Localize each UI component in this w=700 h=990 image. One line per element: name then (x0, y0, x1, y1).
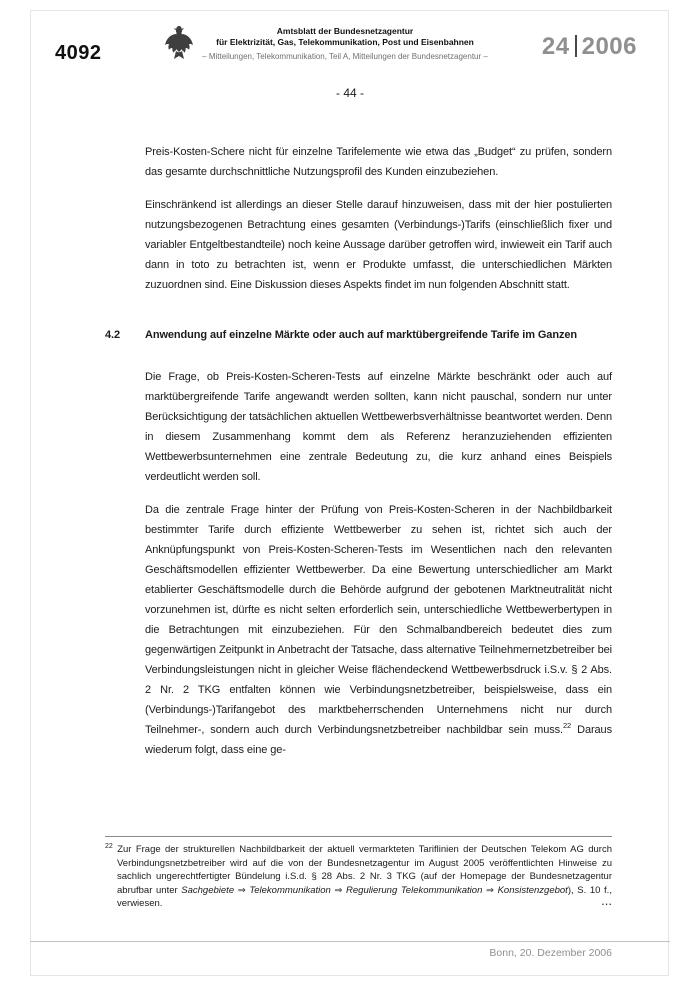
footnote-segment: ⇒ (330, 884, 347, 896)
paragraph-4-text: Da die zentrale Frage hinter der Prüfung von Preis-Kosten-Scheren in der Nachbildbarkeit bestimmter Tarife durch effiziente Wettbewerber zu sehen ist, richtet sich auch der Anknüpfungspunkt von Preis-Kosten-Scheren-Tests im Wesentlichen nach den relevanten Geschäftsmodellen effizienter Wettbewerber. Da eine Bewertung unterschiedlicher am Markt etablierter Geschäftsmodelle durch die Behörde aufgrund der gebotenen Marktneutralität nicht vorzunehmen ist, dürfte es nicht selten erforderlich sein, unterschiedliche Wettbewerbertypen in die Betrachtungen mit einzubeziehen. Für den Schmalbandbereich bedeutet dies zum gegenwärtigen Zeitpunkt in Anbetracht der Tatsache, dass alternative Teilnehmernetzbetreiber bei Verbindungsleistungen nicht in gleicher Weise flächendeckend Wettbewerbsdruck i.S.v. § 2 Abs. 2 Nr. 2 TKG entfalten können wie Verbindungsnetzbetreiber, beispielsweise, dass ein (Verbindungs-)Tarifangebot des marktbeherrschenden Unternehmens nicht nur durch Teilnehmer-, sondern auch durch Verbindungsnetzbetreiber nachbildbar sein muss. (145, 504, 612, 736)
section-title: Anwendung auf einzelne Märkte oder auch auf marktübergreifende Tarife im Ganzen (145, 329, 577, 341)
masthead-line1: Amtsblatt der Bundesnetzagentur (276, 26, 414, 36)
gazette-number: 4092 (55, 42, 102, 64)
section-number: 4.2 (105, 329, 120, 341)
footnote-segment-italic: Sachgebiete (181, 884, 235, 896)
footnote-separator (105, 836, 612, 837)
footnote-segment-italic: Konsistenzgebot (497, 884, 568, 896)
footnote-segment: ), S. 10 f., verwiesen. (117, 884, 612, 909)
paragraph-1: Preis-Kosten-Schere nicht für einzelne Tarifelemente wie etwa das „Budget“ zu prüfen, sondern das gesamte durchschnittliche Nutzungsprofil des Kunden einzubeziehen. (145, 146, 612, 178)
footnote-segment: Zur Frage der strukturellen Nachbildbarkeit der aktuell vermarkteten Tariflinien der Deutschen Telekom AG durch Verbindungsnetzbetreiber wird auf die von der Bundesnetzagentur im August 2005 veröffentlichten Hinweise zu sachlich ungerechtfertigter Bündelung i.S.d. § 28 Abs. 2 Nr. 3 TKG (auf der Homepage der Bundesnetzagentur abrufbar unter (117, 844, 612, 896)
footer-rule (30, 941, 670, 942)
footnote-segment: ⇒ (234, 884, 250, 896)
paragraph-4 (145, 500, 612, 760)
footnote-marker: 22 (105, 843, 113, 850)
issue-badge (542, 33, 637, 61)
issue-year: 2006 (581, 33, 637, 60)
masthead-line3: – Mitteilungen, Telekommunikation, Teil A, Mitteilungen der Bundesnetzagentur – (202, 52, 488, 61)
paragraph-2: Einschränkend ist allerdings an dieser Stelle darauf hinzuweisen, dass mit der hier postulierten nutzungsbezogenen Betrachtung eines gesamten (Verbindungs-)Tarifs (einschließlich fixer und variabler Entgeltbestandteile) noch keine Aussage darüber getroffen wird, inwieweit ein Tarif auch dann in toto zu betrachten ist, wenn er Produkte umfasst, die unterschiedlichen Märkten zuzuordnen sind. Eine Diskussion dieses Aspekts findet im nun folgenden Abschnitt statt. (145, 199, 612, 291)
continuation-mark: ... (601, 893, 612, 908)
page-number: - 44 - (335, 86, 364, 100)
footnote-segment: ⇒ (482, 884, 498, 896)
footnote-segment-italic: Regulierung Telekommunikation (346, 884, 483, 896)
section-heading (105, 325, 612, 345)
masthead-line2: für Elektrizität, Gas, Telekommunikation, Post und Eisenbahnen (216, 37, 474, 47)
paragraph-4-tail: Daraus wiederum folgt, dass eine ge- (145, 724, 612, 756)
document-body (105, 142, 612, 773)
paragraph-3: Die Frage, ob Preis-Kosten-Scheren-Tests auf einzelne Märkte beschränkt oder auch auf marktübergreifende Tarife angewandt werden sollten, kann nicht pauschal, sondern nur unter Berücksichtigung der tatsächlichen aktuellen Wettbewerbsverhältnisse beantwortet werden. Denn in diesem Zusammenhang kommt dem als Referenz heranzuziehenden effizienten Wettbewerbsunternehmen eine zentrale Bedeutung zu, die kurz anhand eines Beispiels verdeutlicht werden soll. (145, 371, 612, 483)
issue-divider (575, 35, 577, 57)
footnote-segment-italic: Telekommunikation (249, 884, 331, 896)
masthead-title-block (185, 26, 505, 63)
footnote-reference: 22 (562, 721, 572, 730)
dateline: Bonn, 20. Dezember 2006 (489, 947, 612, 959)
issue-number: 24 (541, 33, 570, 60)
